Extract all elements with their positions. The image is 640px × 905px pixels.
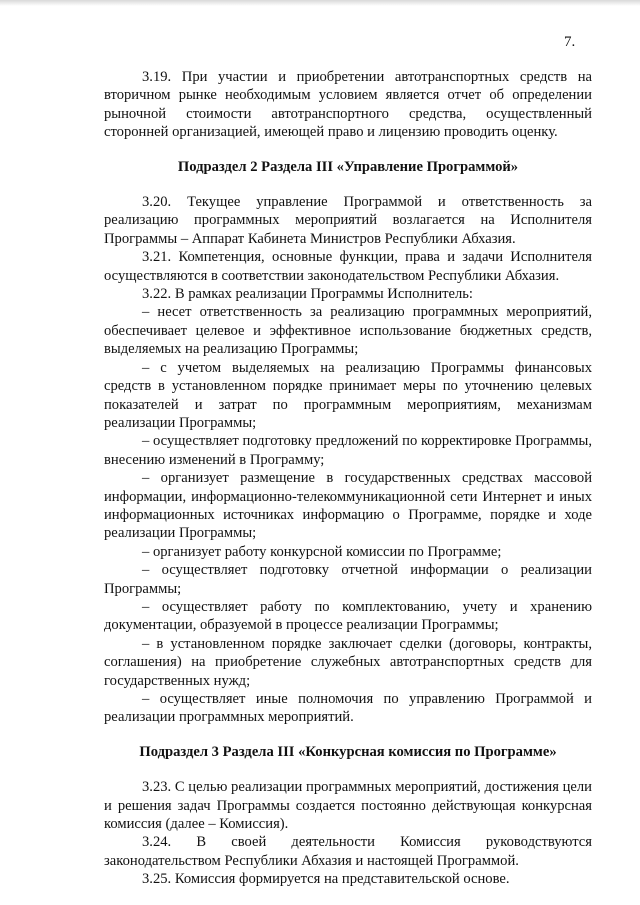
list-item-media: – организует размещение в государственных средствах массовой информации, информационно-телекоммуникационной сети Интернет и иных информационных источниках информацию о Программе, порядке и ходе реализации Программы; <box>104 470 592 542</box>
paragraph-3-22: 3.22. В рамках реализации Программы Исполнитель: <box>142 286 473 303</box>
scan-edge <box>0 0 640 6</box>
list-item-reporting: – осуществляет подготовку отчетной информации о реализации Программы; <box>104 562 592 597</box>
paragraph-3-20: 3.20. Текущее управление Программой и ответственность за реализацию программных мероприятий возлагается на Исполнителя Программы – Аппарат Кабинета Министров Республики Абхазия. <box>104 194 592 247</box>
paragraph-3-21: 3.21. Компетенция, основные функции, права и задачи Исполнителя осуществляются в соответствии законодательством Республики Абхазия. <box>104 249 592 284</box>
list-item-financing: – с учетом выделяемых на реализацию Программы финансовых средств в установленном порядке принимает меры по уточнению целевых показателей и затрат по программным мероприятиям, механизмам реализации Программы; <box>104 359 592 431</box>
page-number: 7. <box>564 34 576 50</box>
paragraph-3-24: 3.24. В своей деятельности Комиссия руководствуются законодательством Республики Абхазия и настоящей Программой. <box>104 834 592 869</box>
list-item-commission: – организует работу конкурсной комиссии по Программе; <box>142 543 502 560</box>
document-body <box>104 68 592 889</box>
list-item-other-powers: – осуществляет иные полномочия по управлению Программой и реализации программных мероприятий. <box>104 691 592 726</box>
list-item-adjustment: – осуществляет подготовку предложений по корректировке Программы, внесению изменений в Программу; <box>104 433 592 468</box>
paragraph-3-25: 3.25. Комиссия формируется на представительской основе. <box>142 871 510 888</box>
list-item-documentation: – осуществляет работу по комплектованию, учету и хранению документации, образуемой в процессе реализации Программы; <box>104 598 592 634</box>
paragraph-3-19: 3.19. При участии и приобретении автотранспортных средств на вторичном рынке необходимым условием является отчет об определении рыночной стоимости автотранспортного средства, осуществленный сторонней организацией, имеющей право и лицензию проводить оценку. <box>104 69 592 141</box>
subsection-3-heading: Подраздел 3 Раздела III «Конкурсная комиссия по Программе» <box>139 743 557 760</box>
list-item-responsibility: – несет ответственность за реализацию программных мероприятий, обеспечивает целевое и эффективное использование бюджетных средств, выделяемых на реализацию Программы; <box>104 304 592 358</box>
list-item-contracts: – в установленном порядке заключает сделки (договоры, контракты, соглашения) на приобретение служебных автотранспортных средств для государственных нужд; <box>104 635 592 689</box>
subsection-2-heading: Подраздел 2 Раздела III «Управление Программой» <box>177 158 519 175</box>
paragraph-3-23: 3.23. С целью реализации программных мероприятий, достижения цели и решения задач Программы создается постоянно действующая конкурсная комиссия (далее – Комиссия). <box>104 779 592 833</box>
